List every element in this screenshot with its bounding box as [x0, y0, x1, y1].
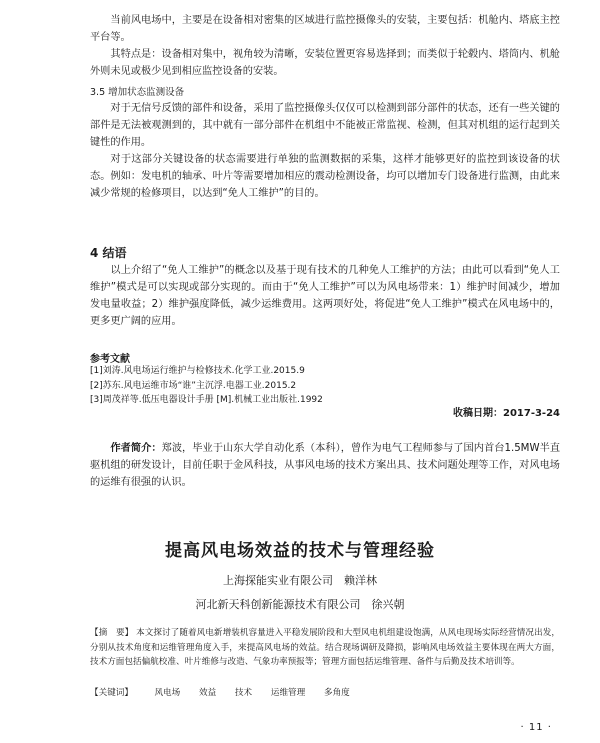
- reference-item: [3]周茂祥等.低压电器设计手册 [M].机械工业出版社.1992: [90, 395, 323, 405]
- keyword: 多角度: [323, 688, 350, 698]
- keyword: 效益: [198, 688, 217, 698]
- author-affiliation-1: 上海探能实业有限公司 赖洋林: [223, 574, 377, 587]
- bio-paragraph: [90, 440, 560, 491]
- keyword: 风电场: [154, 688, 181, 698]
- paragraph: 对于无信号反馈的部件和设备，采用了监控摄像头仅仅可以检测到部分部件的状态，还有一些关键的部件是无法被观测到的，其中就有一部分部件在机组中不能被正常监视、检测，但其对机组的运行起到关键性的作用。: [90, 103, 560, 148]
- reference-item: [2]苏东.风电运维市场“谁”主沉浮.电器工业.2015.2: [90, 380, 297, 391]
- author-bio: [90, 440, 560, 491]
- abstract-label: 【摘 要】: [90, 628, 134, 638]
- abstract-text: 本文探讨了随着风电新增装机容量进入平稳发展阶段和大型风电机组建设饱满，从风电现场实际经营情况出发，分别从技术角度和运维管理角度入手，来提高风电场的效益。结合现场调研及降损，影响风电场效益主要体现在两大方面，技术方面包括偏航校准、叶片维修与改造、气象功率预报等；管理方面包括运维管理、备件与后勤及技术培训等。: [90, 628, 560, 667]
- section-heading-4: 4 结语: [90, 246, 127, 260]
- keywords-label: 【关键词】: [90, 688, 133, 698]
- paragraph: 对于这部分关键设备的状态需要进行单独的监测数据的采集，这样才能够更好的监控到该设备的状态。例如：发电机的轴承、叶片等需要增加相应的震动检测设备，均可以增加专门设备进行监测，由此来减少常规的检修项目，以达到“免人工维护”的目的。: [90, 154, 560, 199]
- paragraph: 当前风电场中，主要是在设备相对密集的区域进行监控摄像头的安装，主要包括：机舱内、塔底主控平台等。: [90, 15, 560, 43]
- page-number: · 11 ·: [520, 722, 552, 733]
- paragraph: 其特点是：设备相对集中，视角较为清晰，安装位置更容易选择到；而类似于轮毂内、塔筒内、机舱外则未见或极少见到相应监控设备的安装。: [90, 49, 560, 77]
- bio-text: 郑波，毕业于山东大学自动化系（本科），曾作为电气工程师参与了国内首台1.5MW半直驱机组的研发设计，目前任职于金风科技，从事风电场的技术方案出具、技术问题处理等工作，对风电场的运维有很强的认识。: [90, 443, 561, 488]
- article-title: 提高风电场效益的技术与管理经验: [165, 541, 435, 561]
- section-heading-3-5: 3.5 增加状态监测设备: [90, 87, 185, 98]
- abstract: [90, 626, 560, 670]
- references-heading: 参考文献: [90, 354, 130, 365]
- previous-article-continuation: [90, 12, 560, 202]
- references-list: [90, 364, 530, 408]
- keyword: 技术: [234, 688, 253, 698]
- keyword: 运维管理: [270, 688, 306, 698]
- paragraph: 以上介绍了“免人工维护”的概念以及基于现有技术的几种免人工维护的方法；由此可以看到“免人工维护”模式是可以实现或部分实现的。而由于“免人工维护”可以为风电场带来：1）维护时间减少，增加发电量收益；2）维护强度降低，减少运维费用。这两项好处，将促进“免人工维护”模式在风电场中的，更多更广阔的应用。: [90, 265, 560, 327]
- received-date: 收稿日期：2017-3-24: [452, 408, 560, 419]
- keywords: [90, 686, 560, 700]
- bio-label: 作者简介：: [110, 443, 162, 454]
- conclusion-section: [90, 262, 560, 330]
- author-affiliation-2: 河北新天科创新能源技术有限公司 徐兴朝: [195, 598, 405, 611]
- reference-item: [1]刘涛.风电场运行维护与检修技术.化学工业.2015.9: [90, 366, 305, 376]
